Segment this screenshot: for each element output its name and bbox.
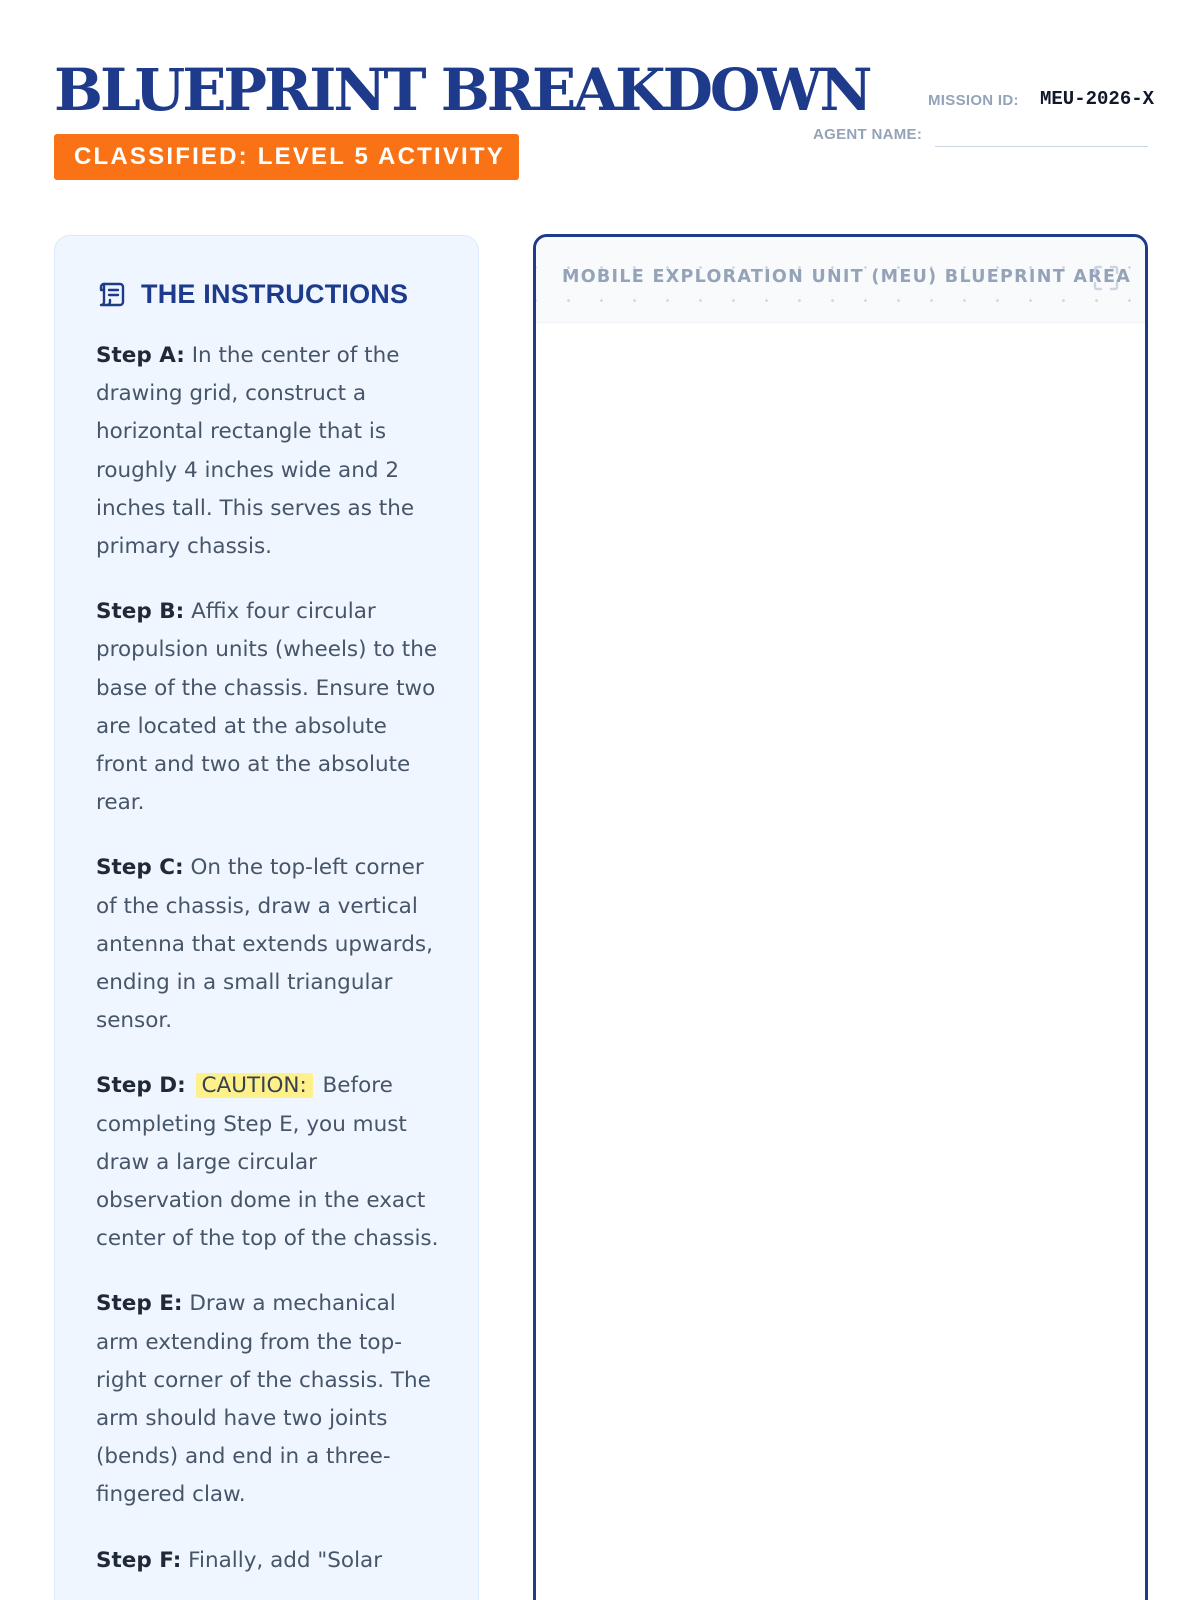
step-a: [96, 337, 444, 566]
caution-highlight: CAUTION:: [196, 1073, 313, 1098]
steps-list: [96, 337, 444, 1600]
blueprint-drawing-area[interactable]: [533, 234, 1148, 1600]
step-label: Step C:: [96, 855, 184, 881]
agent-name-field[interactable]: [935, 146, 1148, 147]
step-text: Affix four circular propulsion units (wheels) to the base of the chassis. Ensure two are located at the absolute front and two at the absolute rear.: [96, 599, 438, 816]
blueprint-header: [536, 237, 1145, 323]
step-label: Step D:: [96, 1073, 186, 1099]
step-label: Step B:: [96, 599, 185, 625]
instructions-panel: [54, 235, 479, 1600]
step-text: In the center of the drawing grid, construct a horizontal rectangle that is roughly 4 inches wide and 2 inches tall. This serves as the primary chassis.: [96, 343, 415, 560]
step-c: [96, 849, 444, 1040]
step-label: Step A:: [96, 343, 185, 368]
step-text: Finally, add "Solar: [188, 1547, 383, 1573]
page-title: BLUEPRINT BREAKDOWN: [54, 56, 870, 124]
step-text: On the top-left corner of the chassis, draw a vertical antenna that extends upwards, ending in a small triangular sensor.: [96, 855, 433, 1034]
blueprint-title: MOBILE EXPLORATION UNIT (MEU) BLUEPRINT AREA: [562, 267, 1132, 287]
classified-badge: CLASSIFIED: LEVEL 5 ACTIVITY: [54, 134, 519, 180]
step-text: Before completing Step E, you must draw a large circular observation dome in the exact center of the top of the chassis.: [96, 1073, 439, 1252]
instructions-header: [95, 278, 408, 310]
step-text: Draw a mechanical arm extending from the top-right corner of the chassis. The arm should have two joints (bends) and end in a three-fingered claw.: [96, 1291, 431, 1508]
step-label: Step F:: [96, 1547, 182, 1573]
step-b: [96, 593, 444, 822]
expand-icon[interactable]: [1093, 265, 1119, 291]
agent-name-label: AGENT NAME:: [813, 126, 923, 143]
step-d: [96, 1067, 444, 1258]
step-label: Step E:: [96, 1291, 183, 1317]
step-e: [96, 1285, 444, 1514]
step-f: [96, 1542, 444, 1580]
mission-id-value: MEU-2026-X: [1040, 88, 1155, 110]
instructions-title: THE INSTRUCTIONS: [141, 278, 409, 309]
mission-id-label: MISSION ID:: [928, 92, 1019, 109]
scroll-icon: [95, 278, 127, 310]
